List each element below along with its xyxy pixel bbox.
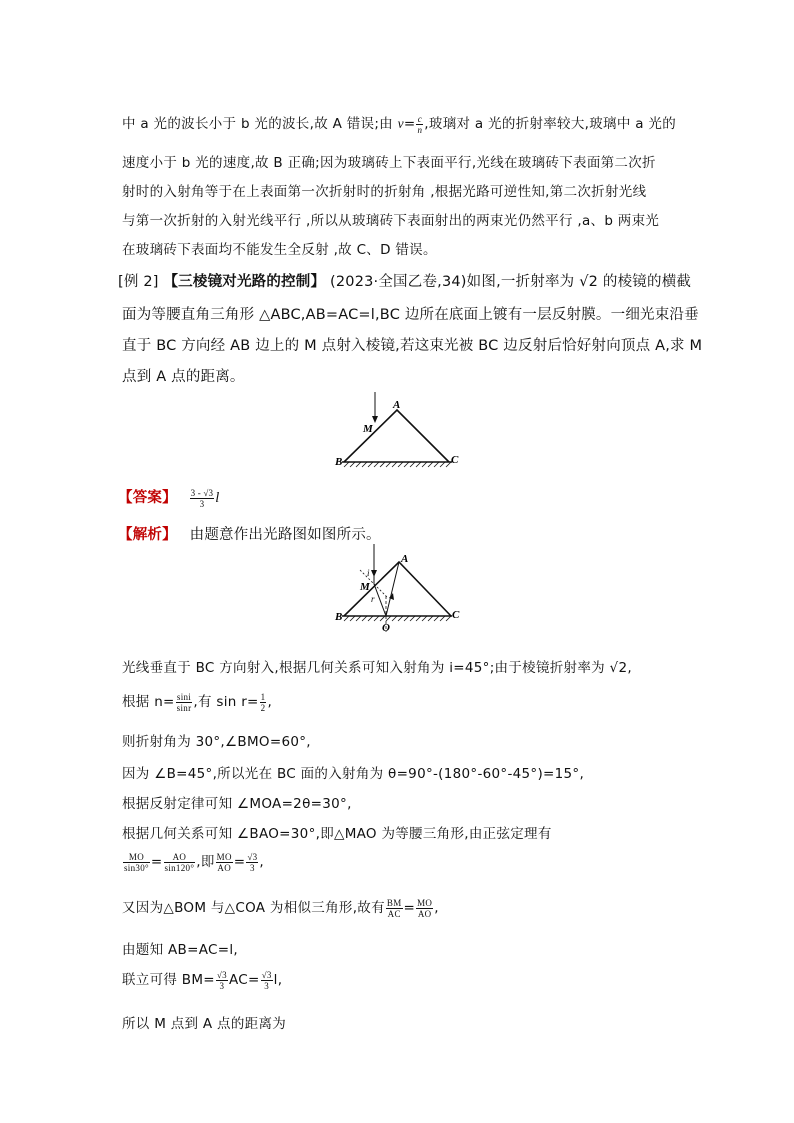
example-tail: 的棱镜的横截 xyxy=(602,274,692,290)
fraction-mo-sin30: $\frac{MO}{\sin 30^\circ}$ xyxy=(124,851,149,873)
example-line-4: 点到 A 点的距离。 xyxy=(122,369,245,385)
prism-figure-1 xyxy=(330,388,470,472)
sol-line-5: 根据反射定律可知 ∠MOA=2θ=30°, xyxy=(122,796,352,812)
reflected-ray xyxy=(386,562,399,616)
fraction-c-over-n: $\frac{c}{n}$ xyxy=(417,113,423,135)
label-A: A xyxy=(393,399,401,411)
label-B: B xyxy=(335,611,343,623)
fraction-bm-ac: $\frac{BM}{AC}$ xyxy=(386,897,402,919)
example-line-2: 面为等腰直角三角形 △ABC,AB=AC=l,BC 边所在底面上镀有一层反射膜。一细光束沿垂 xyxy=(122,307,699,323)
prism-outline xyxy=(344,410,449,462)
sol-line-6: 根据几何关系可知 ∠BAO=30°,即△MAO 为等腰三角形,由正弦定理有 xyxy=(122,826,552,842)
fraction-mo-ao-2: $\frac{MO}{AO}$ xyxy=(417,897,433,919)
example-header xyxy=(118,270,691,291)
fraction-sqrt3-3: $\frac{√3}{3}$ xyxy=(247,851,258,873)
fraction-sqrt3-3-a: $\frac{√3}{3}$ xyxy=(216,969,227,991)
equals-sign: = xyxy=(403,116,416,132)
label-B: B xyxy=(335,456,343,468)
prism-figure-2 xyxy=(330,540,470,636)
analysis-text: 由题意作出光路图如图所示。 xyxy=(189,527,381,543)
label-r: r xyxy=(371,594,375,604)
analysis-label: 【解析】 xyxy=(118,527,177,543)
example-topic: 【三棱镜对光路的控制】 xyxy=(163,274,326,290)
label-O: O xyxy=(382,622,390,634)
answer-fraction: $\frac{3 - √3}{3}$ xyxy=(190,487,214,509)
fraction-sqrt3-3-b: $\frac{√3}{3}$ xyxy=(261,969,272,991)
var-v: v xyxy=(397,116,404,131)
answer-label: 【答案】 xyxy=(118,490,177,506)
text-segment: ,玻璃对 a 光的折射率较大,玻璃中 a 光的 xyxy=(424,116,676,132)
sol-line-1: 光线垂直于 BC 方向射入,根据几何关系可知入射角为 i=45°;由于棱镜折射率为 √2, xyxy=(122,660,632,676)
example-label: [例 2] xyxy=(118,274,159,290)
fraction-mo-ao: $\frac{MO}{AO}$ xyxy=(216,851,232,873)
label-A: A xyxy=(401,553,409,565)
label-i: i xyxy=(367,568,370,578)
sol-line-8: 又因为△BOM 与△COA 为相似三角形,故有 $\frac{BM}{AC}$ = $\frac{MO}{AO}$ , xyxy=(122,897,439,919)
sol-line-9: 由题知 AB=AC=l, xyxy=(122,942,238,958)
sol-line-2: 根据 n= $\frac{\sin i}{\sin r}$ ,有 sin r= $\frac{1}{2}$ , xyxy=(122,691,273,713)
example-line-3: 直于 BC 方向经 AB 边上的 M 点射入棱镜,若这束光被 BC 边反射后恰好射向顶点 A,求 M xyxy=(122,338,703,354)
text-line-2: 速度小于 b 光的速度,故 B 正确;因为玻璃砖上下表面平行,光线在玻璃砖下表面第二次折 xyxy=(122,155,656,171)
label-C: C xyxy=(451,454,459,466)
text-line-1 xyxy=(122,112,676,135)
label-M: M xyxy=(360,581,370,593)
sol-line-11: 所以 M 点到 A 点的距离为 xyxy=(122,1016,287,1032)
text-line-5: 在玻璃砖下表面均不能发生全反射 ,故 C、D 错误。 xyxy=(122,242,437,258)
answer-var: l xyxy=(215,490,220,506)
sol-line-3: 则折射角为 30°,∠BMO=60°, xyxy=(122,734,311,750)
text-line-3: 射时的入射角等于在上表面第一次折射时的折射角 ,根据光路可逆性知,第二次折射光线 xyxy=(122,184,647,200)
label-C: C xyxy=(452,609,460,621)
fraction-sini-sinr: $\frac{\sin i}{\sin r}$ xyxy=(176,691,192,713)
text-line-4: 与第一次折射的入射光线平行 ,所以从玻璃砖下表面射出的两束光仍然平行 ,a、b 两束光 xyxy=(122,213,660,229)
sqrt-two: √2 xyxy=(579,274,599,290)
answer-row xyxy=(118,486,220,509)
sol-line-7: $\frac{MO}{\sin 30^\circ}$ = $\frac{AO}{\sin 120^\circ}$ ,即 $\frac{MO}{AO}$ = $\frac{√3}{3}$ , xyxy=(124,851,265,873)
refracted-ray xyxy=(374,584,386,616)
sol-line-10: 联立可得 BM= $\frac{√3}{3}$ AC= $\frac{√3}{3}$ l, xyxy=(122,969,283,991)
text-segment: 中 a 光的波长小于 b 光的波长,故 A 错误;由 xyxy=(122,116,398,132)
example-source: (2023·全国乙卷,34)如图,一折射率为 xyxy=(329,274,575,290)
label-M: M xyxy=(363,423,373,435)
fraction-one-half: $\frac{1}{2}$ xyxy=(260,691,266,713)
sol-line-4: 因为 ∠B=45°,所以光在 BC 面的入射角为 θ=90°-(180°-60°-45°)=15°, xyxy=(122,766,585,782)
arrow-head xyxy=(372,416,378,423)
fraction-ao-sin120: $\frac{AO}{\sin 120^\circ}$ xyxy=(164,851,195,873)
